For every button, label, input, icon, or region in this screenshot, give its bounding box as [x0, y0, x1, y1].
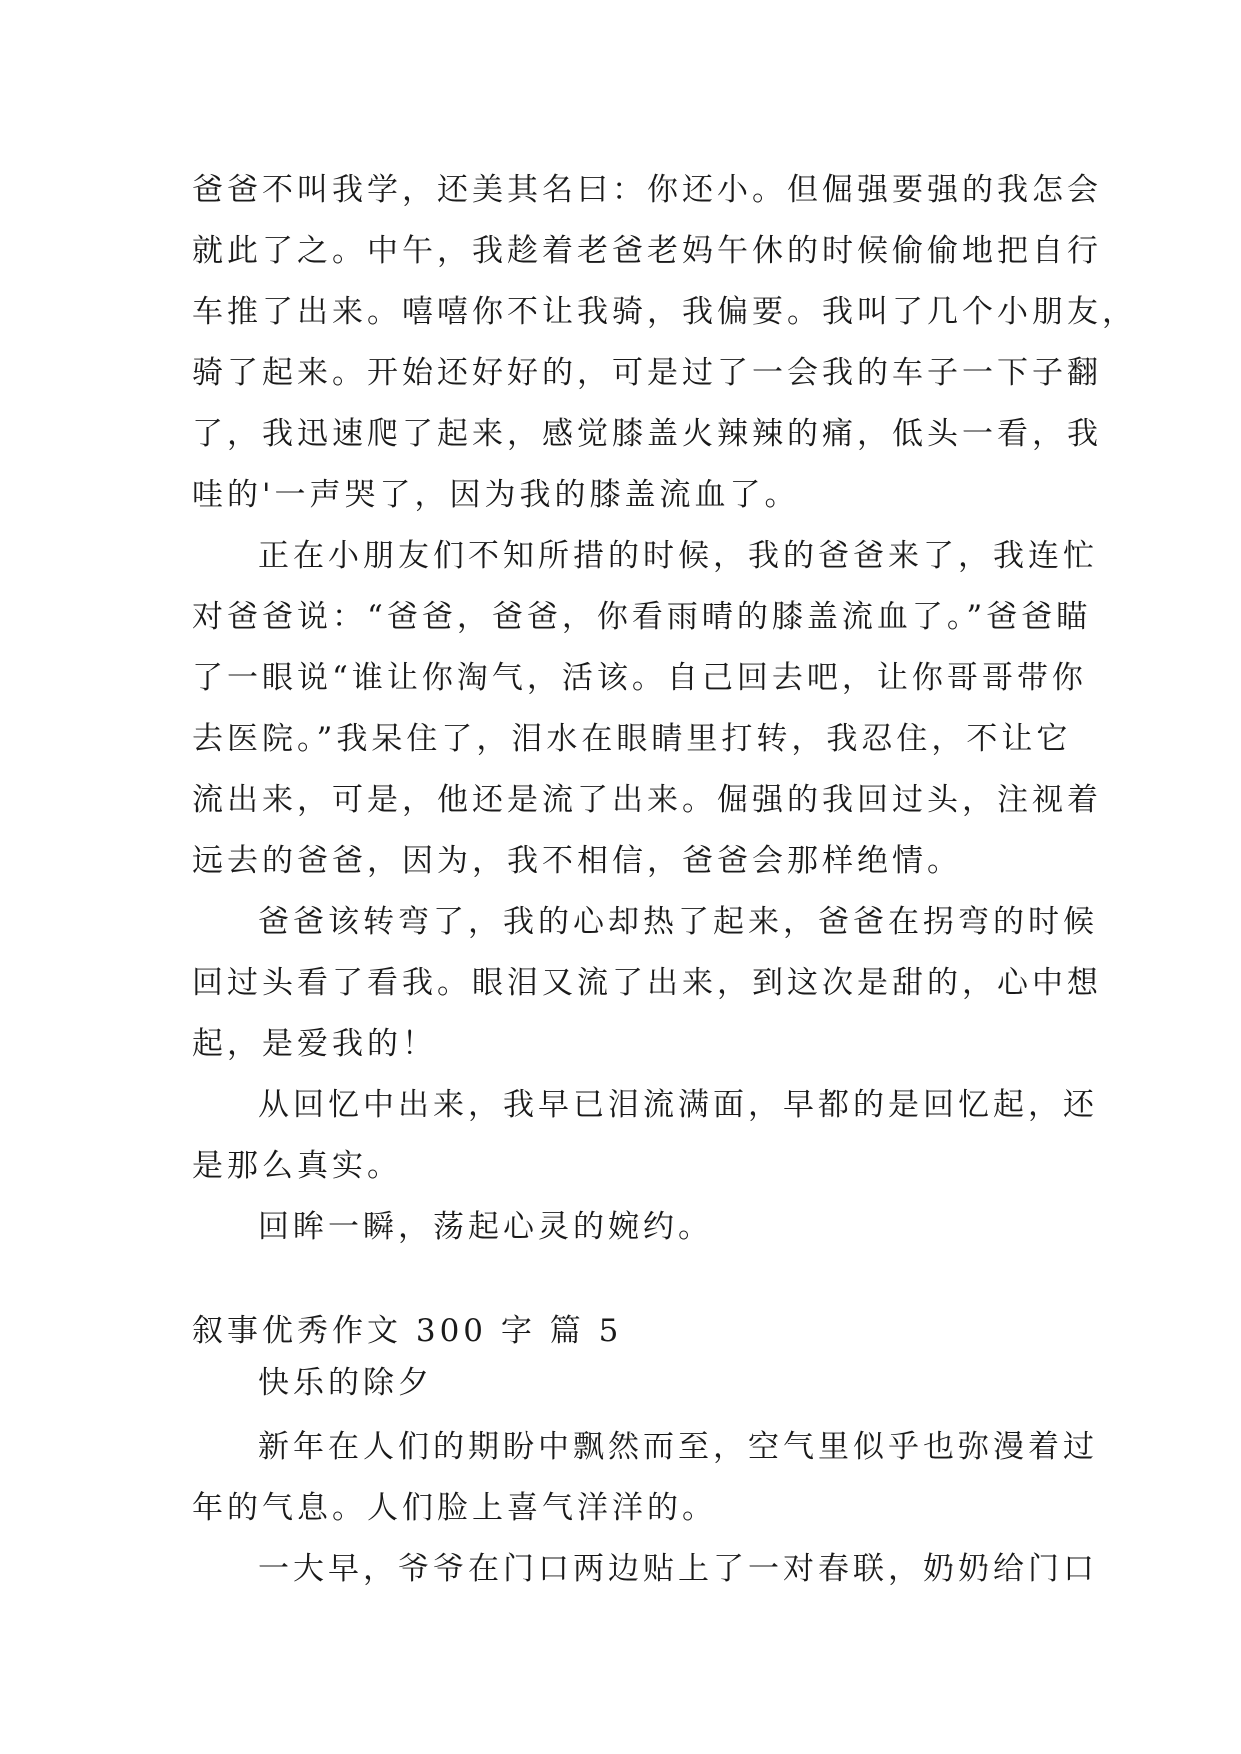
paragraph-1 — [192, 160, 1137, 526]
text-line: 远去的爸爸，因为，我不相信，爸爸会那样绝情。 — [192, 843, 962, 879]
text-line: 回眸一瞬，荡起心灵的婉约。 — [258, 1209, 713, 1245]
text-line: 对爸爸说：“爸爸，爸爸，你看雨晴的膝盖流血了。”爸爸瞄 — [192, 599, 1092, 635]
section-heading: 叙事优秀作文 300 字 篇 5 — [192, 1313, 623, 1349]
text-line: 正在小朋友们不知所措的时候，我的爸爸来了，我连忙 — [258, 538, 1098, 574]
text-line: 起，是爱我的！ — [192, 1026, 437, 1062]
text-line: 爸爸该转弯了，我的心却热了起来，爸爸在拐弯的时候 — [258, 904, 1098, 940]
document-body — [192, 160, 1137, 1600]
text-line: 爸爸不叫我学，还美其名曰：你还小。但倔强要强的我怎会 — [192, 172, 1102, 208]
text-line: 年的气息。人们脸上喜气洋洋的。 — [192, 1490, 717, 1526]
paragraph-4 — [192, 1075, 1098, 1197]
text-line: 去医院。”我呆住了，泪水在眼睛里打转，我忍住，不让它 — [192, 721, 1072, 757]
text-line: 从回忆中出来，我早已泪流满面，早都的是回忆起，还 — [258, 1087, 1098, 1123]
essay-title: 快乐的除夕 — [258, 1365, 433, 1401]
paragraph-5 — [192, 1197, 1052, 1258]
text-line: 回过头看了看我。眼泪又流了出来，到这次是甜的，心中想 — [192, 965, 1102, 1001]
paragraph-3 — [192, 892, 1102, 1075]
text-line: 是那么真实。 — [192, 1148, 402, 1184]
text-line: 了，我迅速爬了起来，感觉膝盖火辣辣的痛，低头一看，我 — [192, 416, 1102, 452]
text-line: 新年在人们的期盼中飘然而至，空气里似乎也弥漫着过 — [258, 1429, 1098, 1465]
paragraph-2 — [192, 526, 1102, 892]
paragraph-7 — [192, 1539, 1098, 1600]
text-line: 哇的'一声哭了，因为我的膝盖流血了。 — [192, 477, 800, 513]
text-line: 流出来，可是，他还是流了出来。倔强的我回过头，注视着 — [192, 782, 1102, 818]
text-line: 车推了出来。嘻嘻你不让我骑，我偏要。我叫了几个小朋友， — [192, 294, 1137, 330]
text-line: 了一眼说“谁让你淘气，活该。自己回去吧，让你哥哥带你 — [192, 660, 1087, 696]
paragraph-6 — [192, 1417, 1098, 1539]
section-spacer — [192, 1258, 1052, 1306]
text-line: 骑了起来。开始还好好的，可是过了一会我的车子一下子翻 — [192, 355, 1102, 391]
text-line: 一大早，爷爷在门口两边贴上了一对春联，奶奶给门口 — [258, 1551, 1098, 1587]
text-line: 就此了之。中午，我趁着老爸老妈午休的时候偷偷地把自行 — [192, 233, 1102, 269]
